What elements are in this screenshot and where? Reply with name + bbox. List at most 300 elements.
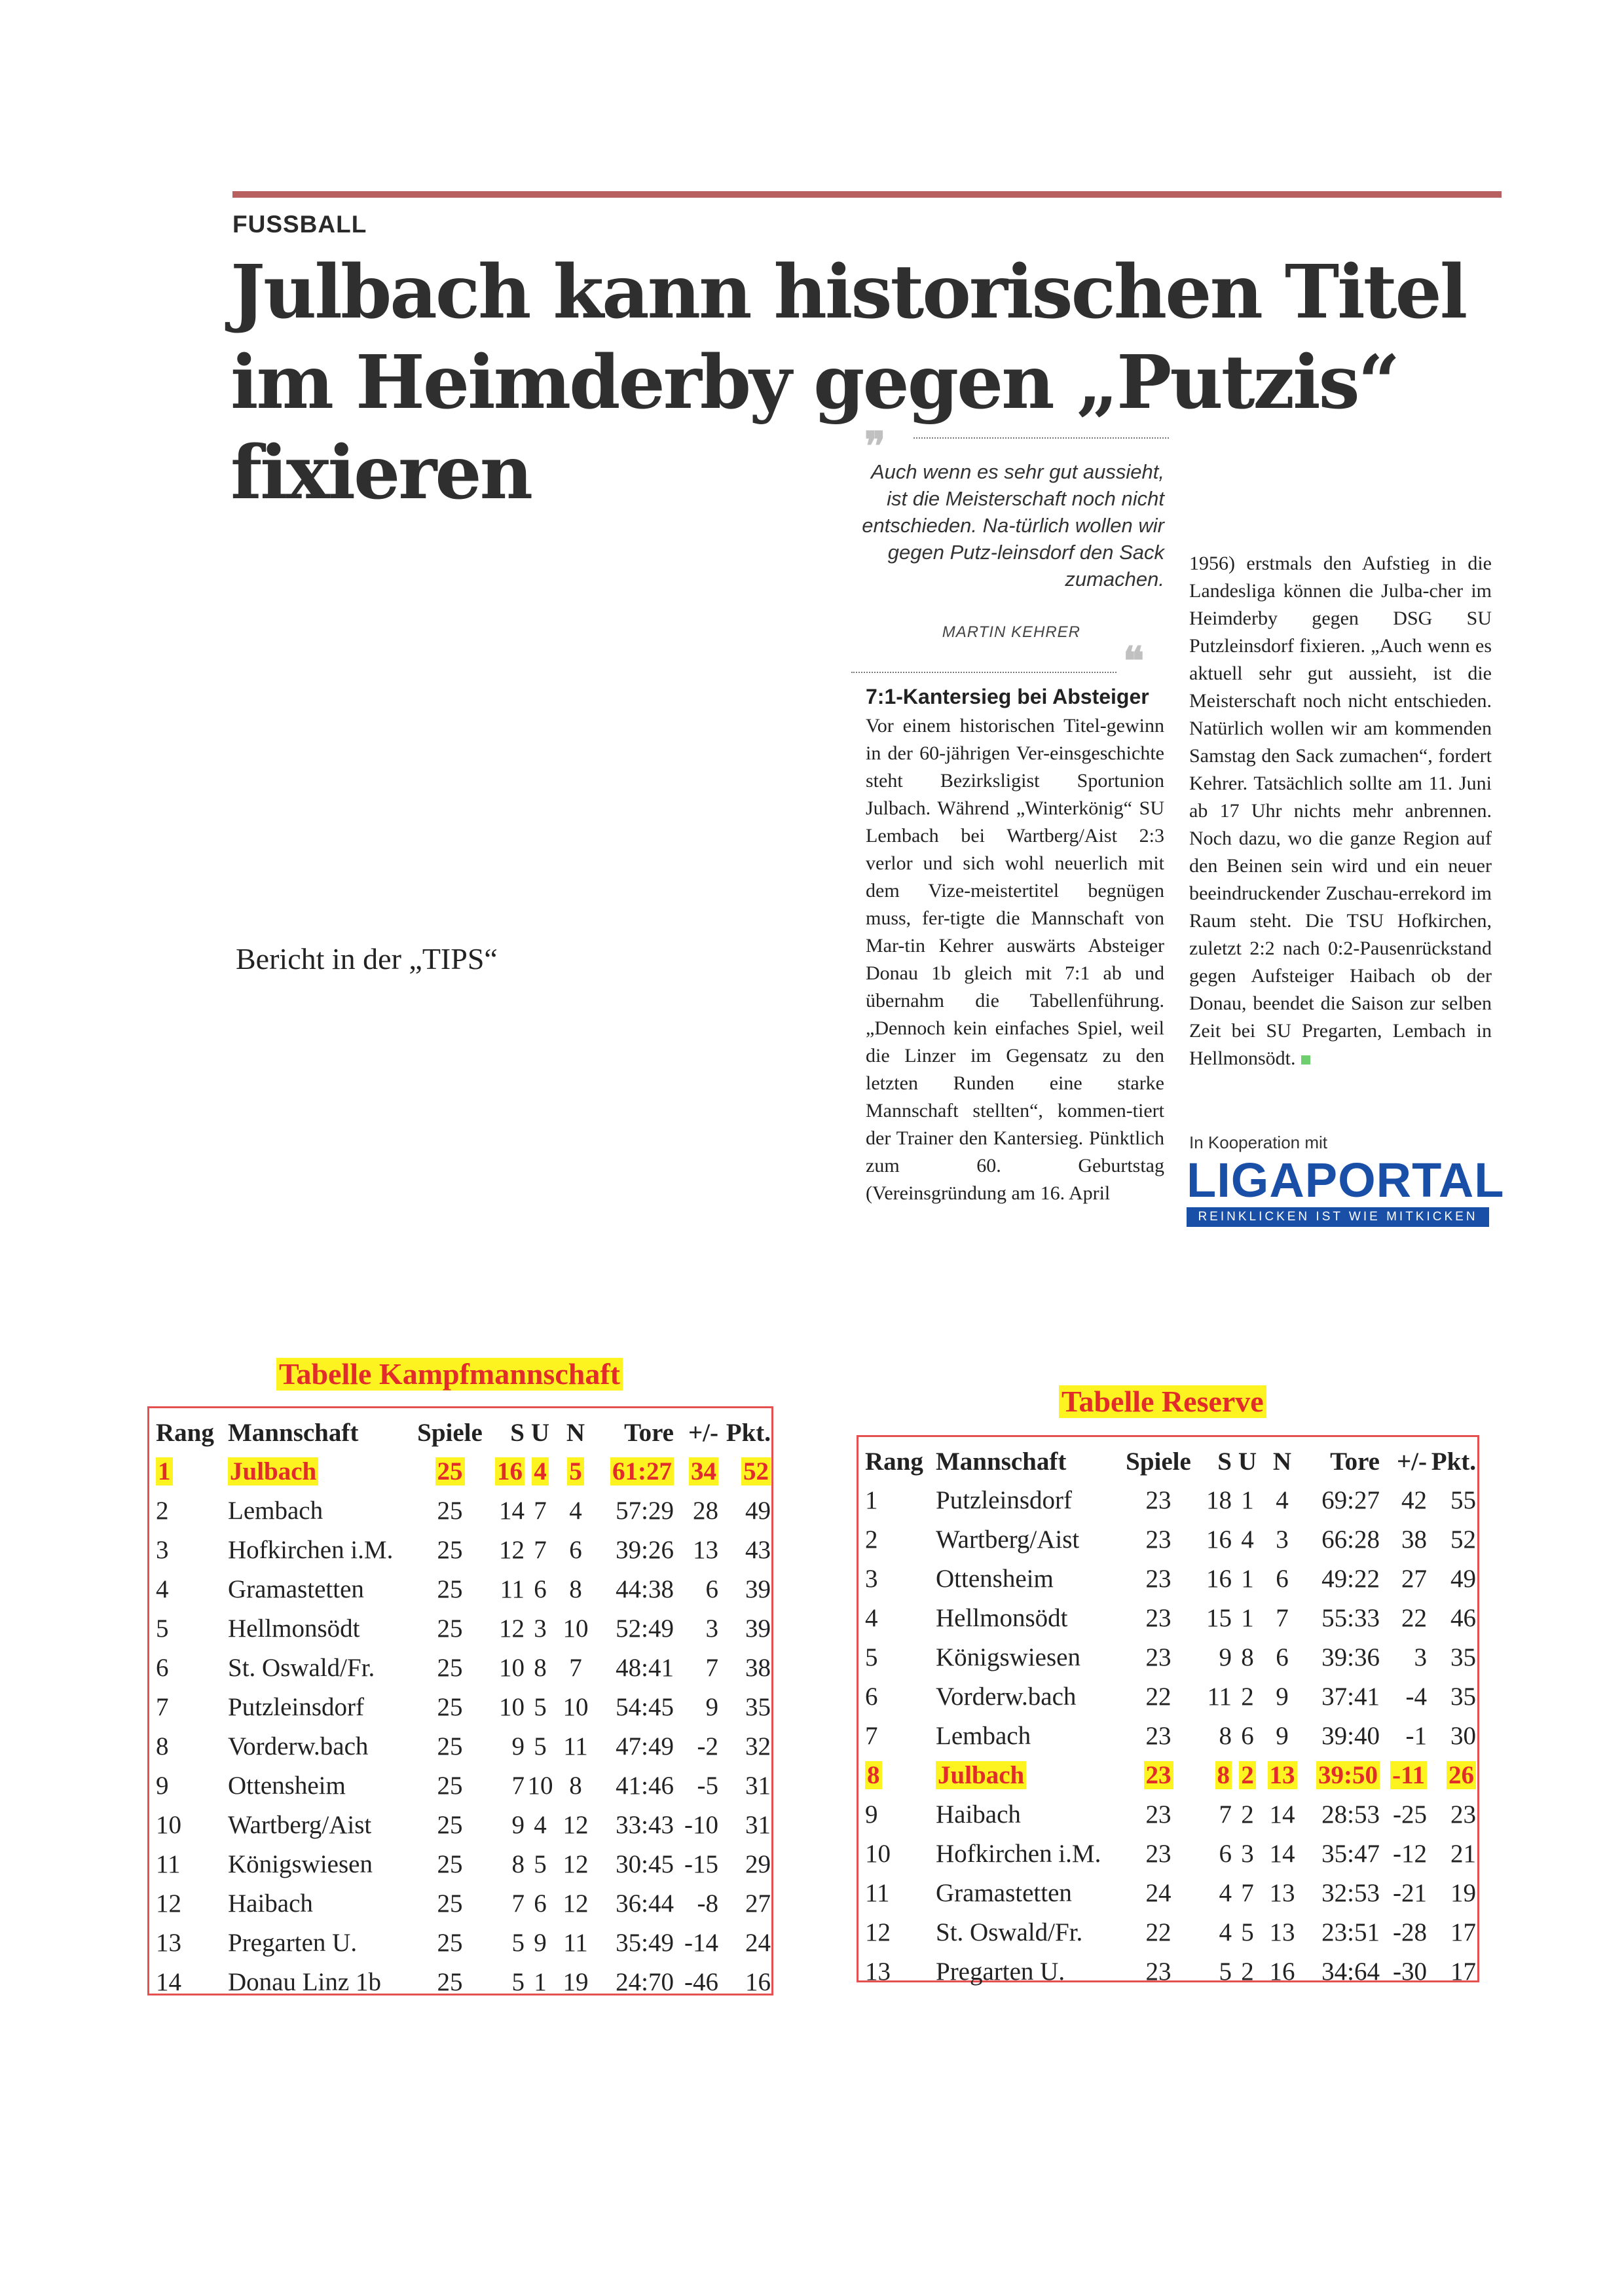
cell-goals [595,1569,674,1609]
cell-losses [556,1962,595,2001]
cell-text: Hofkirchen i.M. [936,1839,1101,1868]
cell-rank [156,1687,228,1726]
cell-text: 7 [511,1771,525,1800]
cell-text: -46 [684,1967,718,1996]
standings-table-kampf [156,1413,771,2001]
cell-diff [1380,1873,1427,1912]
cell-points [1427,1716,1476,1755]
cell-text: 19 [1450,1878,1476,1907]
cell-team [228,1451,411,1491]
cell-text: 23 [1450,1800,1476,1829]
cell-text: 2 [865,1525,878,1554]
header-points: Pkt. [726,1418,771,1447]
cell-losses [1263,1834,1301,1873]
cell-text: 25 [437,1889,463,1918]
cell-text: 55:33 [1321,1603,1380,1632]
cell-losses [1263,1795,1301,1834]
cell-wins [489,1844,525,1884]
cell-games [1119,1795,1198,1834]
cell-rank [865,1912,936,1952]
cell-text: 4 [532,1457,549,1485]
cell-draws [525,1569,556,1609]
cell-draws [525,1844,556,1884]
cell-team [228,1726,411,1766]
cell-text: 33:43 [616,1810,674,1839]
cell-text: Julbach [228,1457,318,1485]
cell-text: 16 [1206,1525,1232,1554]
end-mark-icon [1301,1055,1310,1065]
cell-points [1427,1677,1476,1716]
header-games: Spiele [417,1418,483,1447]
table-row [156,1923,771,1962]
header-wins: S [510,1418,525,1447]
cell-team [936,1480,1119,1520]
cell-diff [1380,1912,1427,1952]
cell-goals [595,1962,674,2001]
cell-text: 55 [1450,1485,1476,1514]
cell-text: 26 [1447,1761,1476,1789]
cell-diff [1380,1598,1427,1637]
cell-diff [1380,1677,1427,1716]
cell-points [1427,1912,1476,1952]
table-row [865,1559,1476,1598]
cell-games [1119,1520,1198,1559]
cell-text: 19 [563,1967,589,1996]
cell-wins [1198,1598,1232,1637]
cell-text: 39:36 [1321,1643,1380,1671]
table-row [865,1677,1476,1716]
cell-text: 5 [534,1692,547,1721]
cell-text: 23 [1145,1957,1172,1986]
cell-text: 9 [511,1732,525,1760]
cell-goals [595,1687,674,1726]
cell-text: 9 [865,1800,878,1829]
cell-games [411,1687,489,1726]
cell-wins [489,1451,525,1491]
cell-wins [1198,1912,1232,1952]
cell-text: 46 [1450,1603,1476,1632]
cell-losses [556,1569,595,1609]
cell-text: 25 [437,1967,463,1996]
cell-text: 10 [156,1810,181,1839]
cell-losses [1263,1952,1301,1991]
cell-text: 6 [534,1575,547,1603]
cell-team [228,1530,411,1569]
cell-draws [1232,1716,1263,1755]
cell-team [228,1766,411,1805]
cell-team [936,1912,1119,1952]
ligaportal-logo [1187,1153,1505,1227]
cell-text: Pregarten U. [228,1928,358,1957]
cell-team [936,1795,1119,1834]
cell-diff [1380,1480,1427,1520]
cell-text: 39:26 [616,1535,674,1564]
cell-text: 7 [1219,1800,1232,1829]
cell-text: 25 [437,1771,463,1800]
cell-rank [156,1962,228,2001]
cell-text: 35 [1450,1643,1476,1671]
cell-text: 4 [569,1496,582,1525]
cell-text: 57:29 [616,1496,674,1525]
cell-points [1427,1873,1476,1912]
cell-goals [595,1884,674,1923]
cell-text: Lembach [228,1496,323,1525]
cell-rank [156,1726,228,1766]
table-row [156,1648,771,1687]
cell-team [228,1844,411,1884]
cell-text: 25 [437,1810,463,1839]
cell-wins [1198,1480,1232,1520]
cell-text: -5 [697,1771,718,1800]
cell-games [411,1648,489,1687]
cell-text: 13 [1269,1918,1295,1946]
cell-wins [489,1726,525,1766]
cell-rank [156,1648,228,1687]
cell-text: Pregarten U. [936,1957,1065,1986]
cell-games [411,1726,489,1766]
cell-games [1119,1873,1198,1912]
table-row [865,1598,1476,1637]
cell-points [718,1844,771,1884]
cell-text: 34 [689,1457,718,1485]
cell-text: 32 [745,1732,771,1760]
table-row [156,1687,771,1726]
cell-games [411,1766,489,1805]
cell-text: Königswiesen [936,1643,1080,1671]
cell-diff [1380,1834,1427,1873]
cell-text: 13 [693,1535,718,1564]
cell-goals [1301,1834,1380,1873]
cell-games [1119,1834,1198,1873]
cell-text: 6 [1241,1721,1254,1750]
cell-text: 16 [495,1457,525,1485]
cell-text: 14 [1269,1800,1295,1829]
cell-text: 21 [1450,1839,1476,1868]
cell-wins [489,1766,525,1805]
cell-wins [1198,1795,1232,1834]
header-losses: N [1272,1447,1292,1476]
cell-text: 30:45 [616,1850,674,1878]
cell-text: 7 [534,1496,547,1525]
cell-rank [865,1677,936,1716]
table-row [865,1755,1476,1795]
cell-rank [156,1766,228,1805]
cell-text: Ottensheim [936,1564,1054,1593]
cell-text: 17 [1450,1918,1476,1946]
cell-team [936,1559,1119,1598]
cell-text: 3 [534,1614,547,1643]
cell-points [1427,1637,1476,1677]
cell-rank [865,1795,936,1834]
cell-team [936,1952,1119,1991]
cell-text: 15 [1206,1603,1232,1632]
cell-goals [595,1609,674,1648]
header-team: Mannschaft [228,1418,359,1447]
cell-text: 4 [1219,1918,1232,1946]
header-games: Spiele [1126,1447,1191,1476]
cell-text: -14 [684,1928,718,1957]
cell-text: 1 [865,1485,878,1514]
table-row [865,1795,1476,1834]
cell-text: 39:40 [1321,1721,1380,1750]
cell-text: 16 [1206,1564,1232,1593]
cell-text: 23 [1145,1839,1172,1868]
cell-text: 22 [1401,1603,1427,1632]
cell-text: 10 [865,1839,891,1868]
cell-losses [556,1451,595,1491]
cell-team [936,1677,1119,1716]
cell-diff [674,1451,718,1491]
cell-goals [1301,1912,1380,1952]
cell-text: -15 [684,1850,718,1878]
cell-text: 9 [1276,1682,1289,1711]
cell-team [936,1637,1119,1677]
cell-text: Königswiesen [228,1850,373,1878]
cell-team [228,1648,411,1687]
cell-text: 5 [865,1643,878,1671]
header-points: Pkt. [1431,1447,1476,1476]
cell-text: 3 [156,1535,169,1564]
cell-text: -30 [1393,1957,1427,1986]
cell-text: Haibach [228,1889,313,1918]
table-row [156,1844,771,1884]
cell-text: 34:64 [1321,1957,1380,1986]
cell-rank [865,1480,936,1520]
cell-text: 1 [1241,1485,1254,1514]
table-row [865,1912,1476,1952]
cell-losses [556,1530,595,1569]
top-rule [232,191,1502,198]
cell-team [228,1569,411,1609]
cell-text: 17 [1450,1957,1476,1986]
cell-games [411,1962,489,2001]
table-row [156,1609,771,1648]
cell-draws [1232,1520,1263,1559]
cell-rank [865,1952,936,1991]
cell-wins [489,1805,525,1844]
cell-rank [865,1598,936,1637]
cell-text: 9 [705,1692,718,1721]
cell-text: 4 [1241,1525,1254,1554]
cell-text: 1 [1241,1603,1254,1632]
cell-rank [865,1755,936,1795]
cell-rank [865,1834,936,1873]
cell-goals [1301,1559,1380,1598]
cell-text: 25 [437,1850,463,1878]
cell-points [718,1451,771,1491]
table-row [865,1520,1476,1559]
table-row [156,1491,771,1530]
cell-points [1427,1559,1476,1598]
cell-text: 3 [1241,1839,1254,1868]
cell-rank [156,1844,228,1884]
quote-open-mark: ❞ [864,424,886,469]
cell-text: 8 [511,1850,525,1878]
cell-text: 4 [534,1810,547,1839]
cell-diff [1380,1755,1427,1795]
cell-text: 29 [745,1850,771,1878]
cell-text: 5 [534,1850,547,1878]
cell-text: 6 [1276,1564,1289,1593]
cell-text: 49 [1450,1564,1476,1593]
cell-draws [525,1609,556,1648]
cell-text: Lembach [936,1721,1031,1750]
cell-draws [525,1766,556,1805]
cell-text: 12 [563,1810,589,1839]
cell-draws [525,1687,556,1726]
cell-text: 7 [569,1653,582,1682]
section-kicker: FUSSBALL [232,211,367,238]
cell-goals [595,1726,674,1766]
cell-text: 2 [1241,1682,1254,1711]
article-column-1: Vor einem historischen Titel-gewinn in der 60-jährigen Ver-einsgeschichte steht Bezirksligist Sportunion Julbach. Während „Winterkönig“ SU Lembach bei Wartberg/Aist 2:3 verlor und sich wohl neuerlich mit dem Vize-meistertitel begnügen muss, fer-tigte die Mannschaft von Mar-tin Kehrer auswärts Absteiger Donau 1b gleich mit 7:1 ab und übernahm die Tabellenführung. „Dennoch kein einfaches Spiel, weil die Linzer im Gegensatz zu den letzten Runden eine starke Mannschaft stellten“, kommen-tiert der Trainer den Kantersieg. Pünktlich zum 60. Geburtstag (Vereinsgründung am 16. April [866,715,1164,1204]
cell-diff [674,1884,718,1923]
cell-goals [595,1530,674,1569]
cell-text: 22 [1145,1682,1172,1711]
cell-games [411,1530,489,1569]
cell-wins [1198,1559,1232,1598]
cell-rank [156,1491,228,1530]
table-row [156,1726,771,1766]
cell-text: 13 [1268,1761,1297,1789]
cell-rank [156,1609,228,1648]
cell-points [718,1687,771,1726]
cell-points [718,1884,771,1923]
cell-diff [1380,1716,1427,1755]
cell-points [718,1962,771,2001]
cell-text: Julbach [936,1761,1026,1789]
cell-goals [1301,1677,1380,1716]
cell-draws [1232,1598,1263,1637]
cell-text: 6 [156,1653,169,1682]
cell-rank [156,1805,228,1844]
cell-goals [595,1805,674,1844]
cell-goals [1301,1952,1380,1991]
cell-text: 39:50 [1316,1761,1380,1789]
cell-text: Vorderw.bach [936,1682,1077,1711]
cell-text: 12 [156,1889,181,1918]
cell-diff [674,1530,718,1569]
cell-text: 8 [865,1761,882,1789]
cell-losses [1263,1912,1301,1952]
table-row [156,1569,771,1609]
cell-losses [556,1805,595,1844]
cell-draws [525,1805,556,1844]
cell-text: 2 [156,1496,169,1525]
cell-games [411,1805,489,1844]
cell-rank [156,1569,228,1609]
cell-diff [674,1766,718,1805]
cell-points [1427,1755,1476,1795]
cell-text: 61:27 [610,1457,674,1485]
cell-points [1427,1480,1476,1520]
cell-text: 18 [1206,1485,1232,1514]
cell-text: 52 [741,1457,771,1485]
cell-losses [556,1687,595,1726]
cell-text: -8 [697,1889,718,1918]
cell-text: 5 [1219,1957,1232,1986]
cell-points [1427,1952,1476,1991]
cell-games [1119,1952,1198,1991]
cell-text: 23 [1145,1800,1172,1829]
cell-text: 8 [1215,1761,1232,1789]
cell-games [411,1844,489,1884]
cell-text: 12 [499,1535,525,1564]
cell-points [718,1726,771,1766]
table-row [865,1716,1476,1755]
cell-text: 48:41 [616,1653,674,1682]
header-rank: Rang [156,1418,214,1447]
cell-losses [1263,1677,1301,1716]
header-wins: S [1217,1447,1232,1476]
cell-losses [556,1726,595,1766]
cell-goals [595,1766,674,1805]
cell-text: 38 [745,1653,771,1682]
cell-wins [1198,1834,1232,1873]
cell-draws [525,1726,556,1766]
cell-text: 11 [563,1732,588,1760]
cell-games [1119,1598,1198,1637]
cell-points [718,1648,771,1687]
cell-losses [1263,1559,1301,1598]
cell-text: Putzleinsdorf [228,1692,364,1721]
cell-text: 8 [569,1771,582,1800]
logo-tagline: REINKLICKEN IST WIE MITKICKEN [1187,1207,1489,1227]
cell-text: 13 [156,1928,181,1957]
cell-losses [556,1766,595,1805]
cell-text: 2 [1239,1761,1256,1789]
cell-losses [556,1648,595,1687]
cell-text: 3 [865,1564,878,1593]
cell-text: 9 [156,1771,169,1800]
cell-draws [1232,1795,1263,1834]
cell-text: 42 [1401,1485,1427,1514]
cell-goals [595,1844,674,1884]
cell-text: 44:38 [616,1575,674,1603]
cell-draws [525,1451,556,1491]
cell-points [718,1569,771,1609]
cell-diff [1380,1520,1427,1559]
cell-text: 14 [156,1967,181,1996]
cell-draws [1232,1952,1263,1991]
cell-text: 25 [437,1653,463,1682]
cell-text: 9 [1219,1643,1232,1671]
cell-text: 11 [865,1878,890,1907]
cell-points [718,1609,771,1648]
cell-text: 24 [745,1928,771,1957]
cell-text: 24 [1145,1878,1172,1907]
cell-text: -21 [1393,1878,1427,1907]
cell-text: -2 [697,1732,718,1760]
cell-games [1119,1716,1198,1755]
cell-goals [1301,1873,1380,1912]
cell-text: 41:46 [616,1771,674,1800]
cell-team [936,1716,1119,1755]
cell-diff [674,1923,718,1962]
cell-text: 10 [527,1771,553,1800]
cell-text: 37:41 [1321,1682,1380,1711]
cell-diff [674,1687,718,1726]
table-row [156,1805,771,1844]
table-row [865,1834,1476,1873]
cell-text: 12 [563,1850,589,1878]
cell-text: 6 [705,1575,718,1603]
cell-draws [525,1962,556,2001]
cell-wins [1198,1716,1232,1755]
cell-text: St. Oswald/Fr. [228,1653,375,1682]
cell-text: Donau Linz 1b [228,1967,381,1996]
cell-games [411,1451,489,1491]
